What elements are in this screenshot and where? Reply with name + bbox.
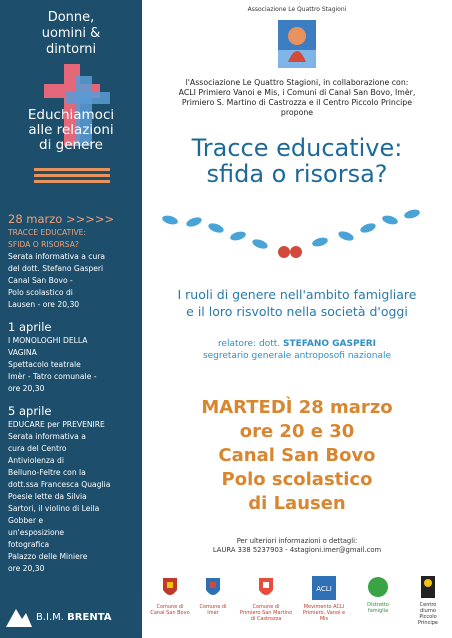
logo-imer	[196, 576, 230, 616]
event-title: EDUCARE per PREVENIRE	[8, 420, 105, 429]
title-line: Tracce educative:	[191, 134, 403, 162]
coat-of-arms-icon	[161, 576, 179, 600]
logo-caption: Primiero, Vanoi e Mis	[302, 610, 346, 622]
intro-line: l'Associazione Le Quattro Stagioni, in collaborazione con:	[185, 78, 409, 87]
subtitle-line: e il loro risvolto nella società d'oggi	[186, 304, 408, 319]
logo-caption: Comune di	[156, 604, 184, 610]
speaker-prefix: relatore: dott.	[217, 339, 283, 349]
logo-canal-san-bovo	[150, 576, 190, 616]
brand-line: dintorni	[45, 42, 97, 57]
logo-caption: Movimento ACLI	[303, 604, 345, 610]
speaker-line	[142, 338, 452, 350]
event-date-place	[142, 396, 452, 516]
acli-icon	[312, 576, 336, 600]
bim-brenta-logo	[6, 605, 136, 629]
logo-caption: Centro	[419, 602, 437, 608]
event-extra: fotografica	[8, 540, 50, 549]
event-body: dott.ssa Francesca Quaglia	[8, 480, 111, 489]
event-28-marzo	[8, 212, 136, 312]
event-place: Canal San Bovo -	[8, 276, 73, 285]
logo-caption: diurno	[420, 608, 436, 614]
coat-of-arms-icon	[257, 576, 275, 600]
event-1-aprile	[8, 320, 136, 396]
logo-caption: Imèr	[207, 610, 219, 616]
speaker-role: segretario generale antroposofi nazionale	[202, 351, 392, 361]
intro-line: Primiero S. Martino di Castrozza e il Centro Piccolo Principe	[181, 98, 413, 107]
event-place: Imèr - Tatro comunale -	[8, 372, 97, 381]
event-body: Serata informativa a cura	[8, 252, 106, 261]
acli-badge-text: ACLI	[316, 585, 332, 593]
event-place: ore 20,30	[8, 384, 45, 393]
speaker-name: STEFANO GASPERI	[283, 339, 377, 349]
mountain-icon	[6, 605, 32, 627]
logo-caption: Comune di	[252, 604, 280, 610]
event-title: TRACCE EDUCATIVE:	[8, 228, 87, 237]
speaker-info	[142, 338, 452, 362]
logo-piccolo-principe	[408, 576, 448, 626]
date-line: Polo scolastico	[221, 469, 373, 490]
brand-line: uomini &	[41, 26, 101, 41]
child-icon	[421, 576, 435, 598]
association-name: Associazione Le Quattro Stagioni	[247, 6, 347, 13]
sponsor-logos	[142, 576, 452, 636]
bim-label	[36, 612, 111, 623]
logo-caption: Canal San Bovo	[150, 610, 190, 616]
main-content	[142, 0, 452, 638]
event-title: I MONOLOGHI DELLA	[8, 336, 88, 345]
logo-caption: Piccolo	[419, 614, 437, 620]
motto	[0, 108, 142, 153]
brand-line: Donne,	[47, 10, 95, 25]
intro-line: propone	[280, 108, 314, 117]
event-title: VAGINA	[8, 348, 37, 357]
brand-title	[0, 10, 142, 58]
event-extra: Poesie lette da Silvia	[8, 492, 87, 501]
event-date: 1 aprile	[8, 320, 52, 334]
logo-caption: di Castrozza	[250, 616, 282, 622]
bim-prefix: B.I.M.	[36, 612, 64, 623]
intro-line: ACLI Primiero Vanoi e Mis, i Comuni di Canal San Bovo, Imèr,	[178, 88, 416, 97]
event-body: del dott. Stefano Gasperi	[8, 264, 104, 273]
intro-text	[148, 78, 446, 118]
logo-caption: Principe	[418, 620, 438, 626]
sidebar	[0, 0, 142, 638]
decorative-stripes	[34, 168, 110, 186]
event-body: Spettacolo teatrale	[8, 360, 81, 369]
motto-line: di genere	[39, 137, 103, 153]
event-subtitle	[142, 286, 452, 320]
date-line: di Lausen	[248, 493, 346, 514]
bim-name: BRENTA	[67, 612, 112, 623]
event-place: Polo scolastico di	[8, 288, 73, 297]
event-title: SFIDA O RISORSA?	[8, 240, 79, 249]
event-date: 28 marzo >>>>>	[8, 212, 115, 226]
event-body: Antiviolenza di	[8, 456, 64, 465]
event-place: Lausen - ore 20,30	[8, 300, 80, 309]
contact-line: Per ulteriori informazioni o dettagli:	[236, 537, 358, 545]
date-line: MARTEDÌ 28 marzo	[201, 397, 393, 418]
footprints-handprints-icon	[142, 200, 452, 270]
event-place: Palazzo delle Miniere	[8, 552, 88, 561]
event-place: ore 20,30	[8, 564, 45, 573]
event-5-aprile	[8, 404, 136, 576]
title-line: sfida o risorsa?	[206, 160, 388, 188]
event-extra: un'esposizione	[8, 528, 65, 537]
event-extra: Gobber e	[8, 516, 44, 525]
association-logo-image	[278, 20, 316, 68]
motto-line: alle relazioni	[28, 122, 114, 138]
event-body: Belluno-Feltre con la	[8, 468, 86, 477]
event-body: Serata informativa a	[8, 432, 86, 441]
date-line: Canal San Bovo	[218, 445, 376, 466]
subtitle-line: I ruoli di genere nell'ambito famigliare	[177, 287, 417, 302]
event-date: 5 aprile	[8, 404, 52, 418]
logo-acli	[300, 576, 348, 622]
coat-of-arms-icon	[204, 576, 222, 600]
logo-distretto-famiglia	[352, 576, 404, 614]
logo-title: famiglia	[367, 608, 389, 614]
logo-caption: Primiero San Martino	[239, 610, 293, 616]
contact-info	[142, 537, 452, 555]
event-body: cura del Centro	[8, 444, 67, 453]
contact-line: LAURA 338 5237903 - 4stagioni.imer@gmail.com	[212, 546, 382, 554]
date-line: ore 20 e 30	[239, 421, 355, 442]
family-icon	[367, 576, 389, 598]
event-extra: Sartori, il violino di Leila	[8, 504, 100, 513]
event-title-main	[142, 135, 452, 187]
logo-primiero	[238, 576, 294, 622]
logo-caption: Comune di	[199, 604, 227, 610]
logo-title: Distretto	[367, 602, 389, 608]
motto-line: Educhiamoci	[27, 107, 115, 123]
